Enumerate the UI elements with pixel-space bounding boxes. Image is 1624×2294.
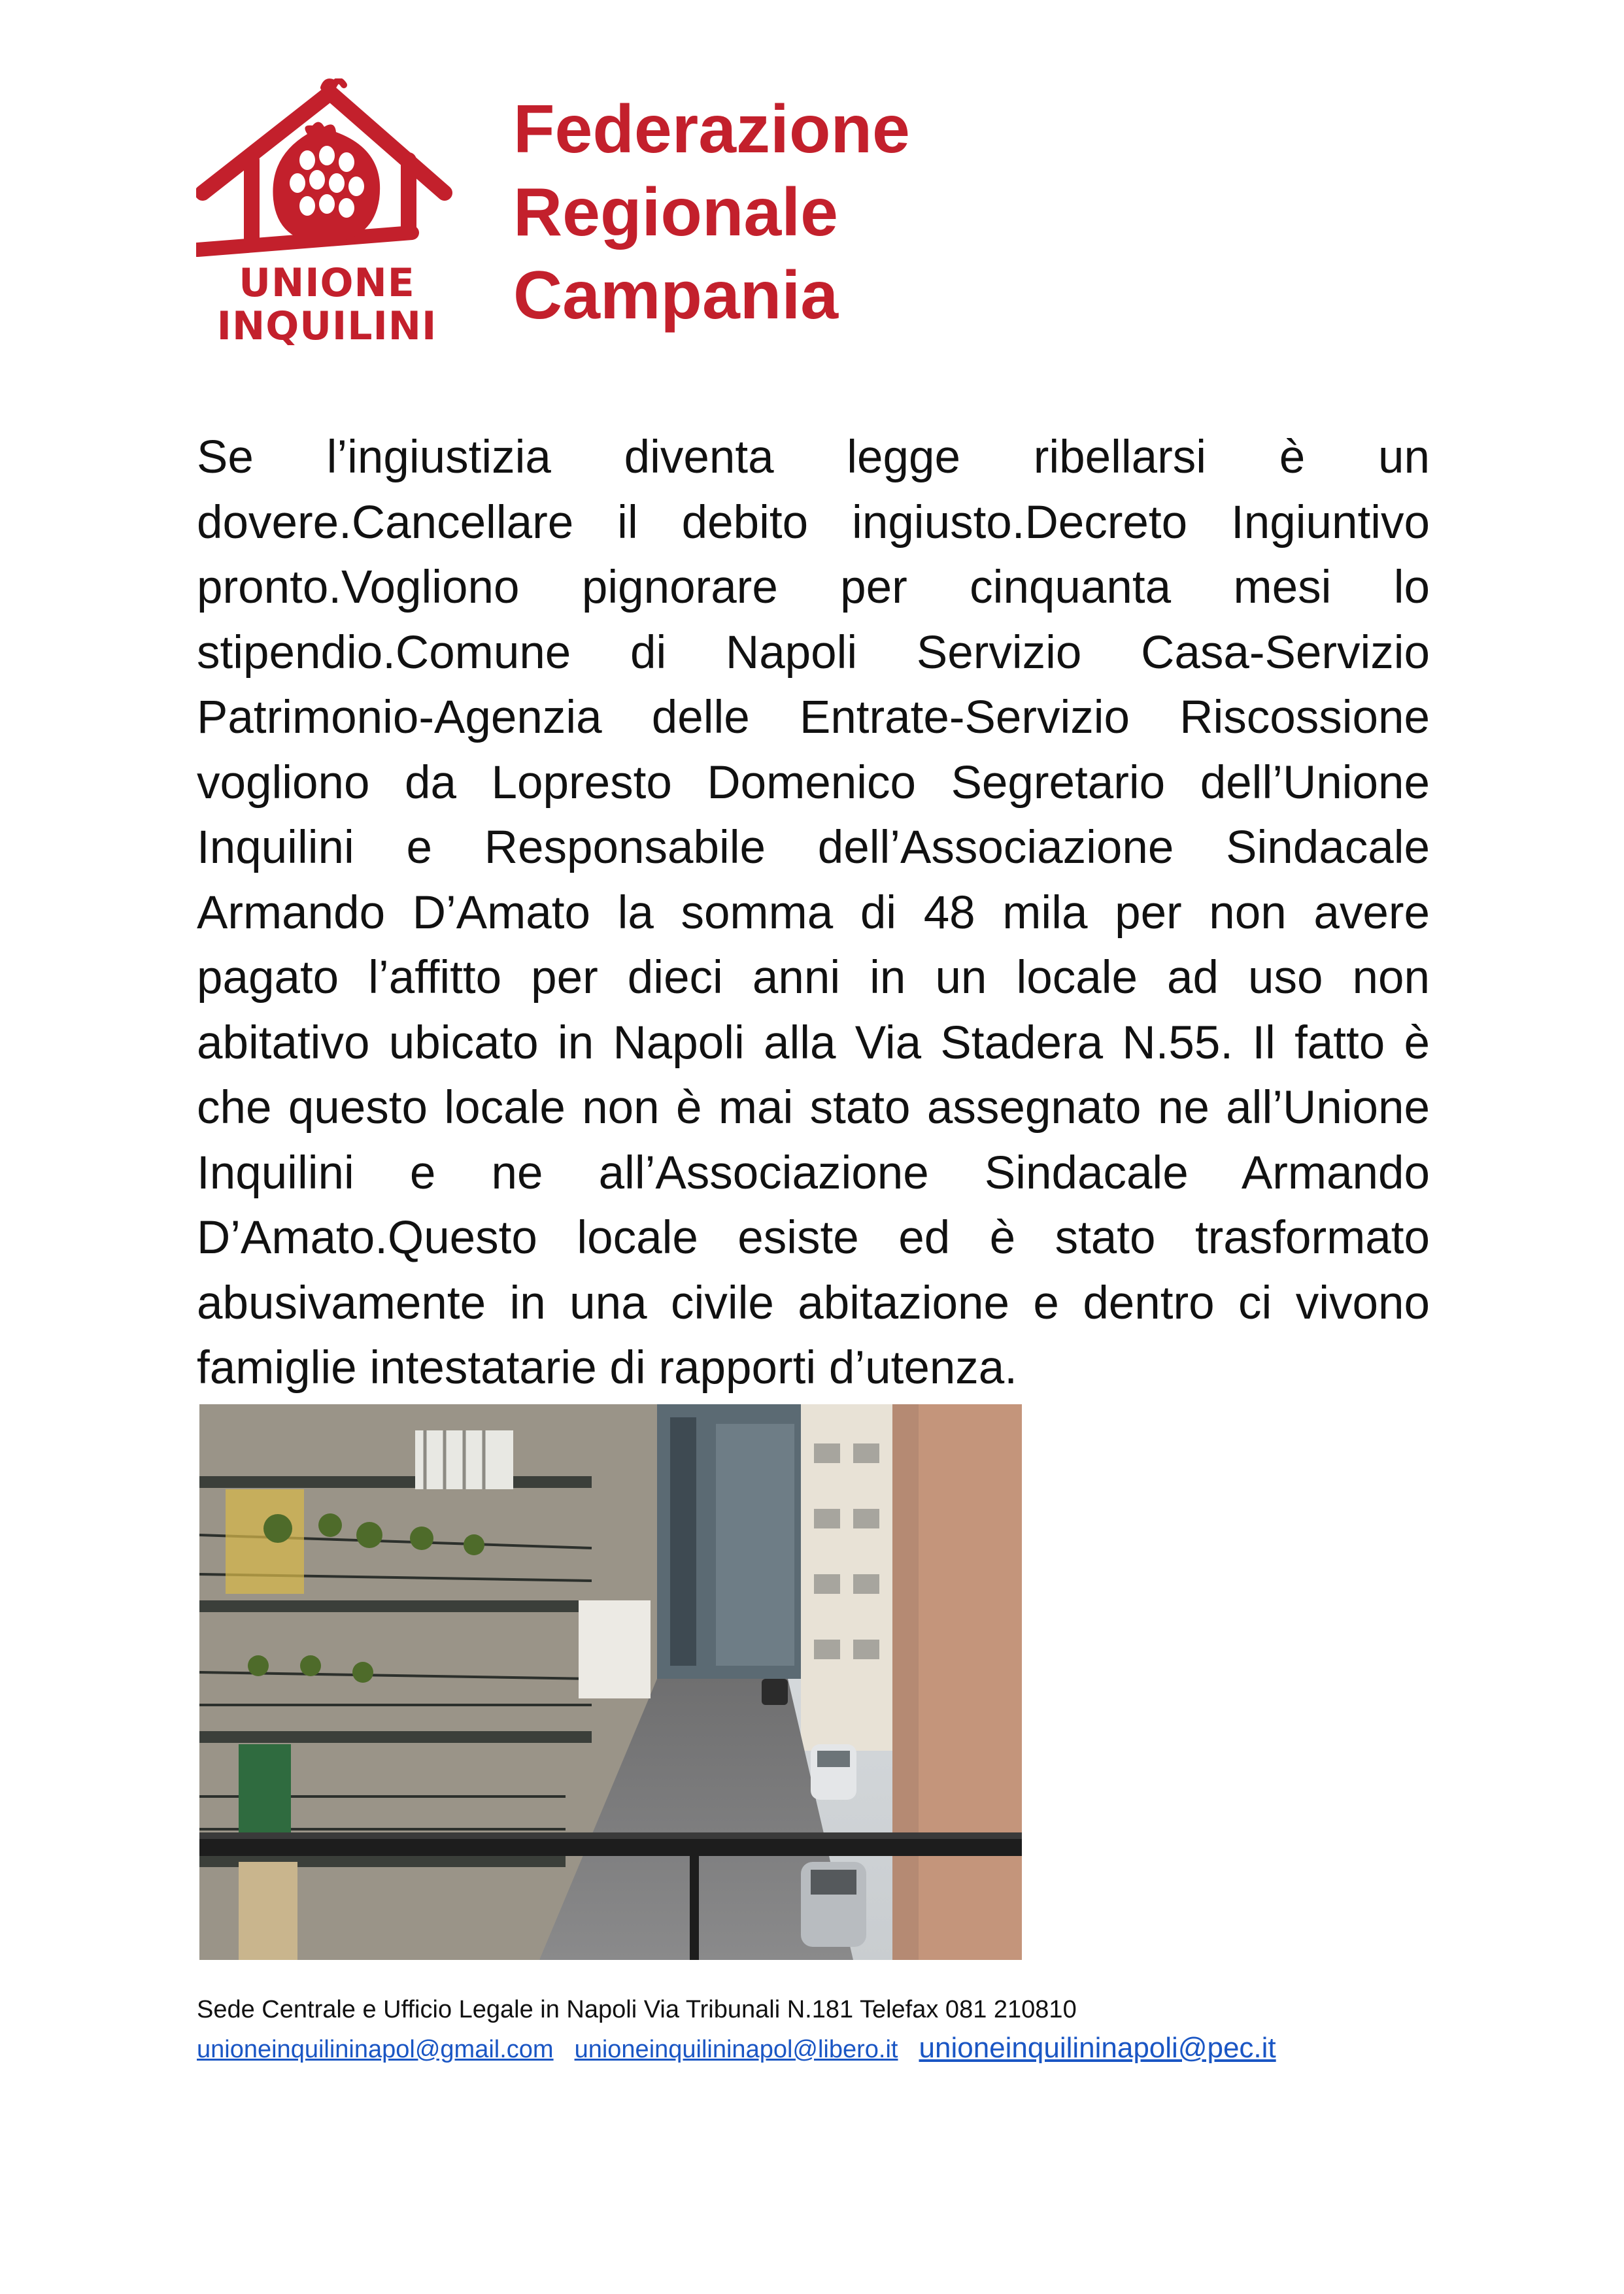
- footer-links: [197, 2032, 1276, 2065]
- title-line-2: Regionale: [513, 175, 838, 250]
- unione-inquilini-logo: [196, 78, 458, 353]
- body-paragraph: Se l’ingiustizia diventa legge ribellarsi è un dovere.Cancellare il debito ingiusto.Decreto Ingiuntivo pronto.Vogliono pignorare per cinquanta mesi lo stipendio.Comune di Napoli Servizio Casa-Servizio Patrimonio-Agenzia delle Entrate-Servizio Riscossione vogliono da Lopresto Domenico Segretario dell’Unione Inquilini e Responsabile dell’Associazione Sindacale Armando D’Amato la somma di 48 mila per non avere pagato l’affitto per dieci anni in un locale ad uso non abitativo ubicato in Napoli alla Via Stadera N.55. Il fatto è che questo locale non è mai stato assegnato ne all’Unione Inquilini e ne all’Associazione Sindacale Armando D’Amato.Questo locale esiste ed è stato trasformato abusivamente in una civile abitazione e dentro ci vivono famiglie intestatarie di rapporti d’utenza.: [197, 431, 1430, 1394]
- footer: [197, 1994, 1276, 2065]
- organization-title: [513, 88, 910, 337]
- house-pomegranate-icon: [196, 78, 458, 275]
- logo-line-2: INQUILINI: [216, 303, 437, 349]
- email-link-libero[interactable]: unioneinquilininapol@libero.it: [574, 2036, 898, 2063]
- courtyard-photo: [199, 1404, 1022, 1960]
- photo-illustration: [199, 1404, 1022, 1960]
- email-link-gmail[interactable]: unioneinquilininapol@gmail.com: [197, 2036, 554, 2063]
- title-line-1: Federazione: [513, 92, 910, 167]
- logo-line-1: UNIONE: [239, 260, 415, 306]
- title-line-3: Campania: [513, 258, 839, 333]
- footer-address: Sede Centrale e Ufficio Legale in Napoli Via Tribunali N.181 Telefax 081 210810: [197, 1996, 1077, 2023]
- email-link-pec[interactable]: unioneinquilininapoli@pec.it: [919, 2032, 1276, 2064]
